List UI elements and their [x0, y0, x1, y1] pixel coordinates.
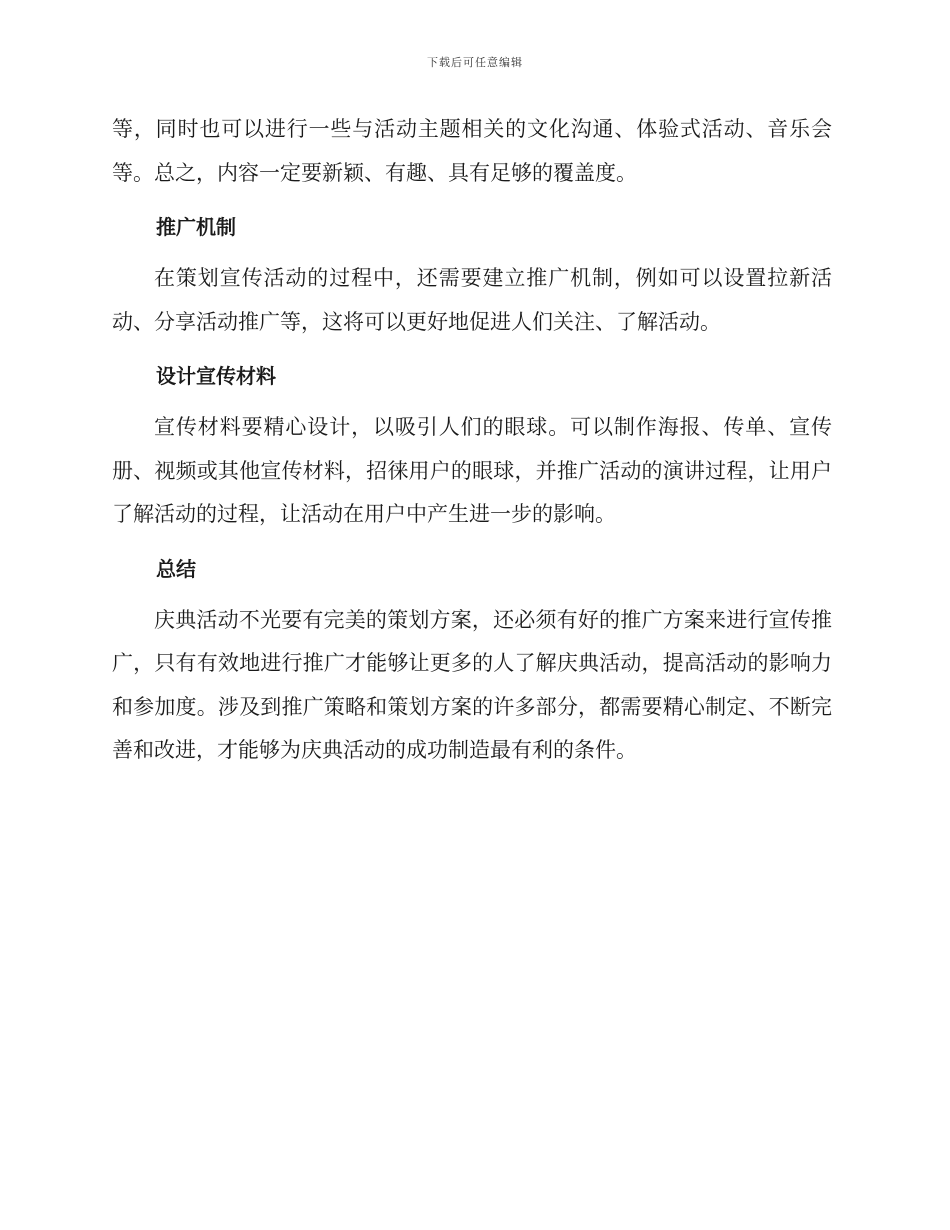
heading-summary: 总结: [156, 556, 196, 581]
paragraph-design-materials: 宣传材料要精心设计，以吸引人们的眼球。可以制作海报、传单、宣传册、视频或其他宣传材料，招徕用户的眼球，并推广活动的演讲过程，让用户了解活动的过程，让活动在用户中产生进一步的影响。: [112, 415, 832, 526]
paragraph-summary: 庆典活动不光要有完美的策划方案，还必须有好的推广方案来进行宣传推广，只有有效地进行推广才能够让更多的人了解庆典活动，提高活动的影响力和参加度。涉及到推广策略和策划方案的许多部分，都需要精心制定、不断完善和改进，才能够为庆典活动的成功制造最有利的条件。: [112, 607, 832, 762]
paragraph-promotion-mechanism: 在策划宣传活动的过程中，还需要建立推广机制，例如可以设置拉新活动、分享活动推广等，这将可以更好地促进人们关注、了解活动。: [112, 266, 832, 334]
paragraph-continuation: 等，同时也可以进行一些与活动主题相关的文化沟通、体验式活动、音乐会等。总之，内容一定要新颖、有趣、具有足够的覆盖度。: [112, 117, 832, 185]
heading-design-materials: 设计宣传材料: [156, 364, 276, 388]
heading-promotion-mechanism: 推广机制: [156, 215, 236, 239]
header-note: 下载后可任意编辑: [427, 56, 523, 69]
document-body: [112, 108, 832, 773]
